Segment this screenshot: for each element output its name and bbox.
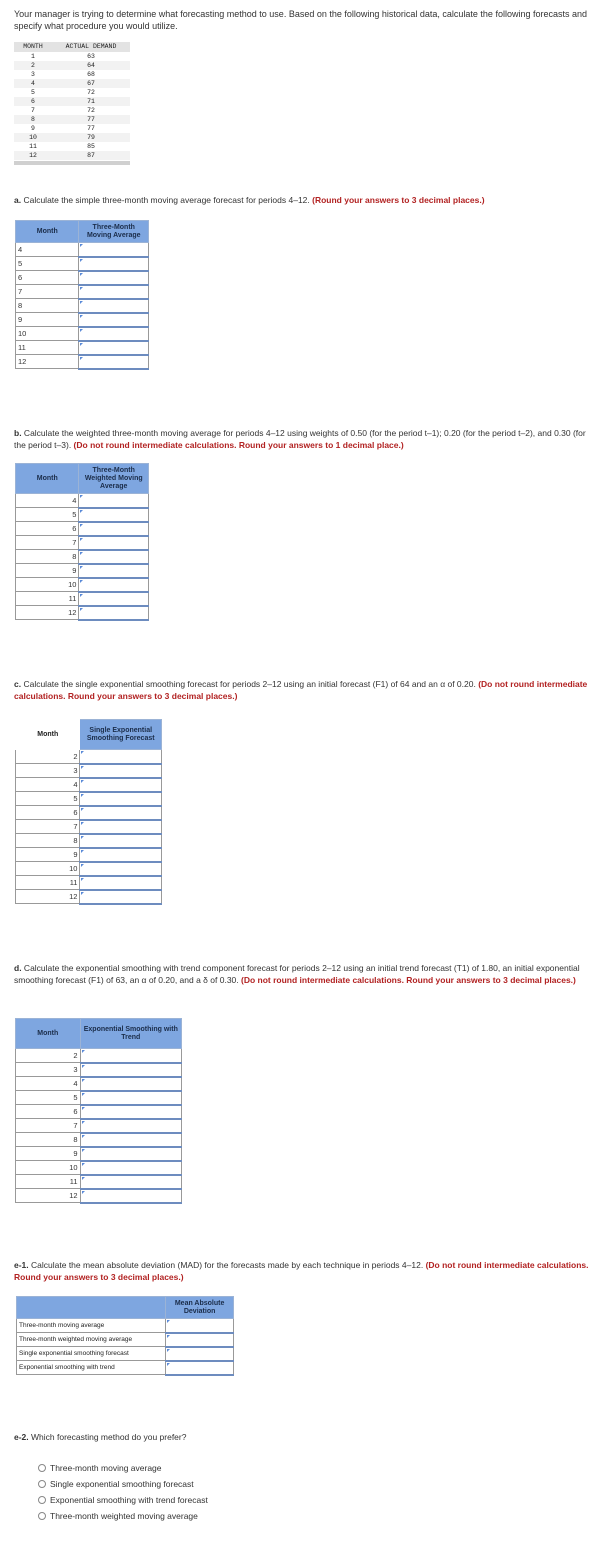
month-label: 8 — [16, 550, 79, 564]
header-month: MONTH — [23, 43, 43, 50]
answer-input[interactable] — [79, 536, 149, 550]
question-d — [14, 962, 594, 986]
col-month: Month — [16, 221, 79, 243]
answer-input[interactable] — [80, 1077, 181, 1091]
answer-input[interactable] — [79, 578, 149, 592]
month-cell: 12 — [29, 152, 37, 159]
historical-row — [14, 151, 130, 160]
answer-row — [16, 1161, 182, 1175]
mad-input[interactable] — [166, 1333, 234, 1347]
question-d-prefix: d. — [14, 963, 22, 973]
answer-row — [16, 764, 162, 778]
month-cell: 2 — [31, 62, 35, 69]
month-label: 4 — [16, 1077, 81, 1091]
month-label: 12 — [16, 1189, 81, 1203]
answer-row — [16, 1091, 182, 1105]
answer-input[interactable] — [80, 1091, 181, 1105]
answer-row — [16, 792, 162, 806]
question-b-prefix: b. — [14, 428, 22, 438]
answer-input[interactable] — [80, 848, 162, 862]
month-cell: 5 — [31, 89, 35, 96]
month-label: 5 — [16, 257, 79, 271]
month-label: 7 — [16, 536, 79, 550]
question-a — [14, 194, 594, 206]
answer-row — [16, 592, 149, 606]
month-label: 4 — [16, 243, 79, 257]
historical-row — [14, 79, 130, 88]
historical-row — [14, 133, 130, 142]
answer-input[interactable] — [80, 876, 162, 890]
answer-input[interactable] — [79, 341, 149, 355]
col-month: Month — [16, 1019, 81, 1049]
month-label: 12 — [16, 890, 80, 904]
month-label: 11 — [16, 876, 80, 890]
month-label: 2 — [16, 1049, 81, 1063]
radio-button-icon[interactable] — [38, 1496, 46, 1504]
answer-input[interactable] — [79, 243, 149, 257]
answer-table-c — [15, 719, 162, 905]
question-d-note: (Do not round intermediate calculations. Round your answers to 3 decimal places.) — [241, 975, 576, 985]
month-cell: 3 — [31, 71, 35, 78]
historical-row — [14, 142, 130, 151]
question-e2 — [14, 1431, 594, 1443]
month-cell: 6 — [31, 98, 35, 105]
radio-button-icon[interactable] — [38, 1512, 46, 1520]
question-e1-note: (Do not round intermediate calculations. Round your answers to 3 decimal places.) — [14, 1260, 589, 1282]
answer-row — [16, 1147, 182, 1161]
mad-row — [17, 1347, 234, 1361]
preference-options — [38, 1460, 208, 1524]
col-mad: Mean Absolute Deviation — [166, 1297, 234, 1319]
answer-row — [16, 1049, 182, 1063]
month-label: 7 — [16, 285, 79, 299]
answer-row — [16, 848, 162, 862]
mad-input[interactable] — [166, 1361, 234, 1375]
demand-cell: 85 — [87, 143, 95, 150]
answer-row — [16, 327, 149, 341]
answer-input[interactable] — [80, 834, 162, 848]
month-label: 2 — [16, 750, 80, 764]
answer-input[interactable] — [80, 806, 162, 820]
answer-input[interactable] — [79, 257, 149, 271]
answer-input[interactable] — [80, 1161, 181, 1175]
month-cell: 7 — [31, 107, 35, 114]
answer-row — [16, 355, 149, 369]
answer-row — [16, 778, 162, 792]
method-label: Three-month moving average — [17, 1319, 166, 1333]
radio-option[interactable] — [38, 1492, 208, 1508]
answer-input[interactable] — [80, 1063, 181, 1077]
answer-input[interactable] — [80, 1105, 181, 1119]
question-d-text: Calculate the exponential smoothing with trend component forecast for periods 2–12 using an initial trend forecast (T1) of 1.80, an initial exponential smoothing forecast (F1) of 63, an α of 0.20, and a δ of 0.30. — [14, 963, 580, 985]
demand-cell: 87 — [87, 152, 95, 159]
answer-input[interactable] — [80, 862, 162, 876]
answer-row — [16, 271, 149, 285]
question-e2-prefix: e-2. — [14, 1432, 29, 1442]
answer-row — [16, 522, 149, 536]
answer-row — [16, 550, 149, 564]
answer-input[interactable] — [80, 820, 162, 834]
month-label: 8 — [16, 1133, 81, 1147]
answer-table-b — [15, 463, 149, 621]
radio-label: Exponential smoothing with trend forecast — [50, 1495, 208, 1505]
demand-cell: 67 — [87, 80, 95, 87]
demand-cell: 72 — [87, 107, 95, 114]
answer-input[interactable] — [79, 508, 149, 522]
radio-option[interactable] — [38, 1476, 208, 1492]
month-label: 8 — [16, 299, 79, 313]
question-a-text: Calculate the simple three-month moving average forecast for periods 4–12. — [21, 195, 313, 205]
answer-table-d — [15, 1018, 182, 1204]
month-label: 6 — [16, 271, 79, 285]
answer-input[interactable] — [80, 1049, 181, 1063]
month-label: 7 — [16, 820, 80, 834]
question-b-text: Calculate the weighted three-month moving average for periods 4–12 using weights of 0.50 (for the period t–1); 0.20 (for the period t–2), and 0.30 (for the period t–3). — [14, 428, 586, 450]
historical-table-footer — [14, 161, 130, 165]
method-label: Single exponential smoothing forecast — [17, 1347, 166, 1361]
demand-cell: 71 — [87, 98, 95, 105]
historical-row — [14, 52, 130, 61]
month-label: 5 — [16, 792, 80, 806]
month-label: 8 — [16, 834, 80, 848]
answer-input[interactable] — [80, 750, 162, 764]
col-month: Month — [16, 464, 79, 494]
col-value: Exponential Smoothing with Trend — [80, 1019, 181, 1049]
question-c — [14, 678, 594, 702]
question-a-note: (Round your answers to 3 decimal places.) — [312, 195, 485, 205]
mad-input[interactable] — [166, 1319, 234, 1333]
month-label: 12 — [16, 606, 79, 620]
answer-table-a — [15, 220, 149, 370]
month-cell: 9 — [31, 125, 35, 132]
historical-header-row — [14, 42, 130, 52]
answer-row — [16, 806, 162, 820]
answer-row — [16, 876, 162, 890]
demand-cell: 77 — [87, 125, 95, 132]
month-label: 4 — [16, 494, 79, 508]
question-b-note: (Do not round intermediate calculations. Round your answers to 1 decimal place.) — [73, 440, 404, 450]
demand-cell: 64 — [87, 62, 95, 69]
answer-input[interactable] — [79, 271, 149, 285]
answer-row — [16, 257, 149, 271]
answer-row — [16, 1119, 182, 1133]
answer-input[interactable] — [80, 890, 162, 904]
demand-cell: 63 — [87, 53, 95, 60]
answer-input[interactable] — [79, 550, 149, 564]
answer-input[interactable] — [80, 792, 162, 806]
question-e1 — [14, 1259, 594, 1283]
answer-row — [16, 285, 149, 299]
answer-row — [16, 313, 149, 327]
answer-row — [16, 536, 149, 550]
answer-row — [16, 341, 149, 355]
month-cell: 4 — [31, 80, 35, 87]
answer-row — [16, 834, 162, 848]
col-month: Month — [16, 720, 80, 750]
answer-row — [16, 1175, 182, 1189]
answer-input[interactable] — [79, 313, 149, 327]
answer-row — [16, 564, 149, 578]
answer-input[interactable] — [80, 1147, 181, 1161]
question-c-note: (Do not round intermediate calculations. Round your answers to 3 decimal places.) — [14, 679, 588, 701]
month-label: 5 — [16, 508, 79, 522]
month-label: 3 — [16, 764, 80, 778]
answer-row — [16, 1133, 182, 1147]
answer-input[interactable] — [79, 299, 149, 313]
month-label: 5 — [16, 1091, 81, 1105]
answer-input[interactable] — [79, 522, 149, 536]
radio-label: Three-month moving average — [50, 1463, 162, 1473]
radio-label: Single exponential smoothing forecast — [50, 1479, 194, 1489]
demand-cell: 72 — [87, 89, 95, 96]
month-label: 9 — [16, 1147, 81, 1161]
radio-button-icon[interactable] — [38, 1480, 46, 1488]
answer-input[interactable] — [79, 606, 149, 620]
question-b — [14, 427, 594, 451]
historical-row — [14, 70, 130, 79]
answer-row — [16, 606, 149, 620]
question-e2-text: Which forecasting method do you prefer? — [28, 1432, 187, 1442]
historical-row — [14, 61, 130, 70]
answer-row — [16, 1063, 182, 1077]
answer-input[interactable] — [79, 327, 149, 341]
month-label: 11 — [16, 1175, 81, 1189]
col-value: Three-Month Weighted Moving Average — [79, 464, 149, 494]
answer-input[interactable] — [80, 778, 162, 792]
method-label: Exponential smoothing with trend — [17, 1361, 166, 1375]
month-label: 6 — [16, 522, 79, 536]
answer-input[interactable] — [79, 355, 149, 369]
mad-input[interactable] — [166, 1347, 234, 1361]
month-label: 10 — [16, 1161, 81, 1175]
question-e1-prefix: e-1. — [14, 1260, 29, 1270]
answer-table-e1 — [16, 1296, 234, 1376]
month-label: 11 — [16, 341, 79, 355]
month-label: 12 — [16, 355, 79, 369]
answer-input[interactable] — [80, 1133, 181, 1147]
answer-input[interactable] — [80, 1189, 181, 1203]
answer-row — [16, 1189, 182, 1203]
answer-input[interactable] — [80, 1119, 181, 1133]
month-cell: 1 — [31, 53, 35, 60]
answer-row — [16, 243, 149, 257]
col-value: Single Exponential Smoothing Forecast — [80, 720, 162, 750]
answer-input[interactable] — [79, 592, 149, 606]
answer-row — [16, 508, 149, 522]
col-method — [17, 1297, 166, 1319]
month-label: 9 — [16, 313, 79, 327]
demand-cell: 79 — [87, 134, 95, 141]
question-c-text: Calculate the single exponential smoothing forecast for periods 2–12 using an initial forecast (F1) of 64 and an α of 0.20. — [21, 679, 479, 689]
historical-data-table — [14, 42, 130, 165]
month-label: 6 — [16, 806, 80, 820]
intro-text: Your manager is trying to determine what forecasting method to use. Based on the following historical data, calculate the following forecasts and specify what procedure you would utilize. — [14, 9, 587, 31]
question-c-prefix: c. — [14, 679, 22, 689]
month-cell: 10 — [29, 134, 37, 141]
historical-row — [14, 97, 130, 106]
answer-input[interactable] — [80, 764, 162, 778]
answer-row — [16, 820, 162, 834]
answer-row — [16, 750, 162, 764]
question-e1-text: Calculate the mean absolute deviation (MAD) for the forecasts made by each technique in periods 4–12. — [28, 1260, 426, 1270]
month-label: 6 — [16, 1105, 81, 1119]
radio-label: Three-month weighted moving average — [50, 1511, 198, 1521]
answer-row — [16, 299, 149, 313]
answer-input[interactable] — [79, 494, 149, 508]
month-label: 10 — [16, 578, 79, 592]
radio-option[interactable] — [38, 1508, 208, 1524]
mad-row — [17, 1319, 234, 1333]
radio-option[interactable] — [38, 1460, 208, 1476]
question-a-prefix: a. — [14, 195, 22, 205]
month-cell: 8 — [31, 116, 35, 123]
month-label: 7 — [16, 1119, 81, 1133]
method-label: Three-month weighted moving average — [17, 1333, 166, 1347]
month-label: 11 — [16, 592, 79, 606]
demand-cell: 77 — [87, 116, 95, 123]
answer-row — [16, 494, 149, 508]
answer-row — [16, 578, 149, 592]
mad-row — [17, 1333, 234, 1347]
historical-row — [14, 106, 130, 115]
month-label: 10 — [16, 862, 80, 876]
answer-input[interactable] — [79, 564, 149, 578]
historical-row — [14, 115, 130, 124]
month-label: 9 — [16, 848, 80, 862]
radio-button-icon[interactable] — [38, 1464, 46, 1472]
answer-input[interactable] — [79, 285, 149, 299]
month-label: 4 — [16, 778, 80, 792]
answer-input[interactable] — [80, 1175, 181, 1189]
month-cell: 11 — [29, 143, 37, 150]
answer-row — [16, 890, 162, 904]
demand-cell: 68 — [87, 71, 95, 78]
month-label: 9 — [16, 564, 79, 578]
answer-row — [16, 1105, 182, 1119]
header-actual-demand: ACTUAL DEMAND — [65, 43, 117, 50]
month-label: 10 — [16, 327, 79, 341]
col-value: Three-Month Moving Average — [79, 221, 149, 243]
month-label: 3 — [16, 1063, 81, 1077]
answer-row — [16, 1077, 182, 1091]
mad-row — [17, 1361, 234, 1375]
answer-row — [16, 862, 162, 876]
historical-row — [14, 124, 130, 133]
historical-row — [14, 88, 130, 97]
